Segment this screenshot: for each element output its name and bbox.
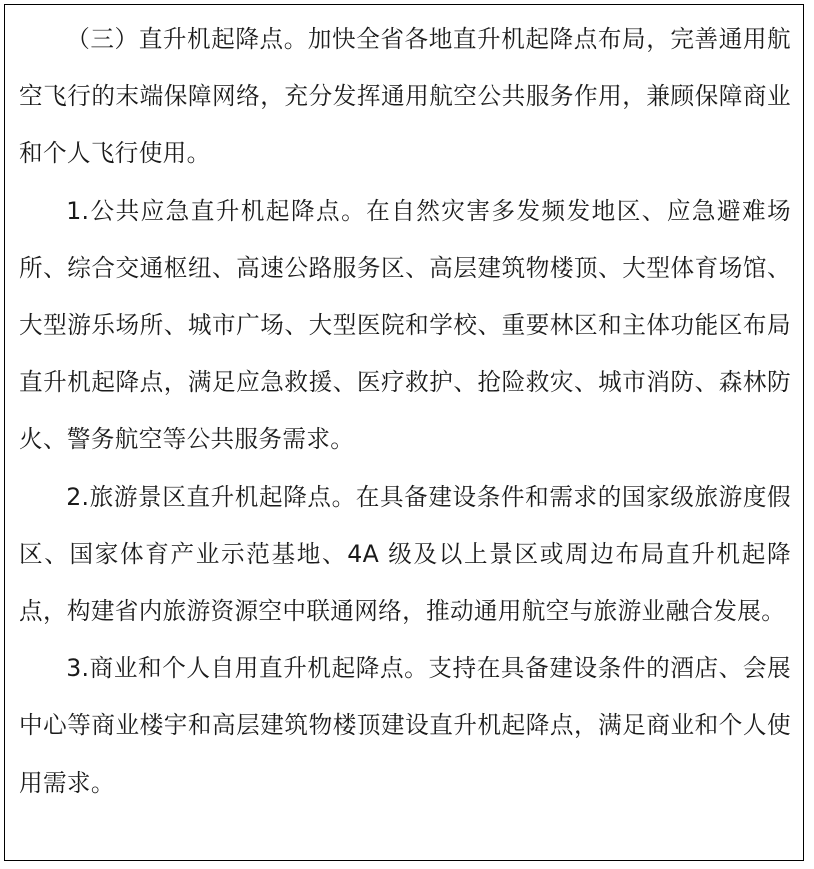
paragraph-helicopter-landing-points: （三）直升机起降点。加快全省各地直升机起降点布局，完善通用航空飞行的末端保障网络，充分发挥通用航空公共服务作用，兼顾保障商业和个人飞行使用。 [19, 25, 791, 168]
paragraph-public-emergency-points: 1.公共应急直升机起降点。在自然灾害多发频发地区、应急避难场所、综合交通枢纽、高速公路服务区、高层建筑物楼顶、大型体育场馆、大型游乐场所、城市广场、大型医院和学校、重要林区和主体功能区布局直升机起降点，满足应急救援、医疗救护、抢险救灾、城市消防、森林防火、警务航空等公共服务需求。 [19, 196, 791, 454]
document-body [19, 11, 791, 812]
paragraph-commercial-private-points: 3.商业和个人自用直升机起降点。支持在具备建设条件的酒店、会展中心等商业楼宇和高层建筑物楼顶建设直升机起降点，满足商业和个人使用需求。 [19, 654, 791, 797]
paragraph-tourism-scenic-points: 2.旅游景区直升机起降点。在具备建设条件和需求的国家级旅游度假区、国家体育产业示范基地、4A 级及以上景区或周边布局直升机起降点，构建省内旅游资源空中联通网络，推动通用航空与旅游业融合发展。 [19, 482, 791, 626]
document-frame [4, 4, 804, 861]
